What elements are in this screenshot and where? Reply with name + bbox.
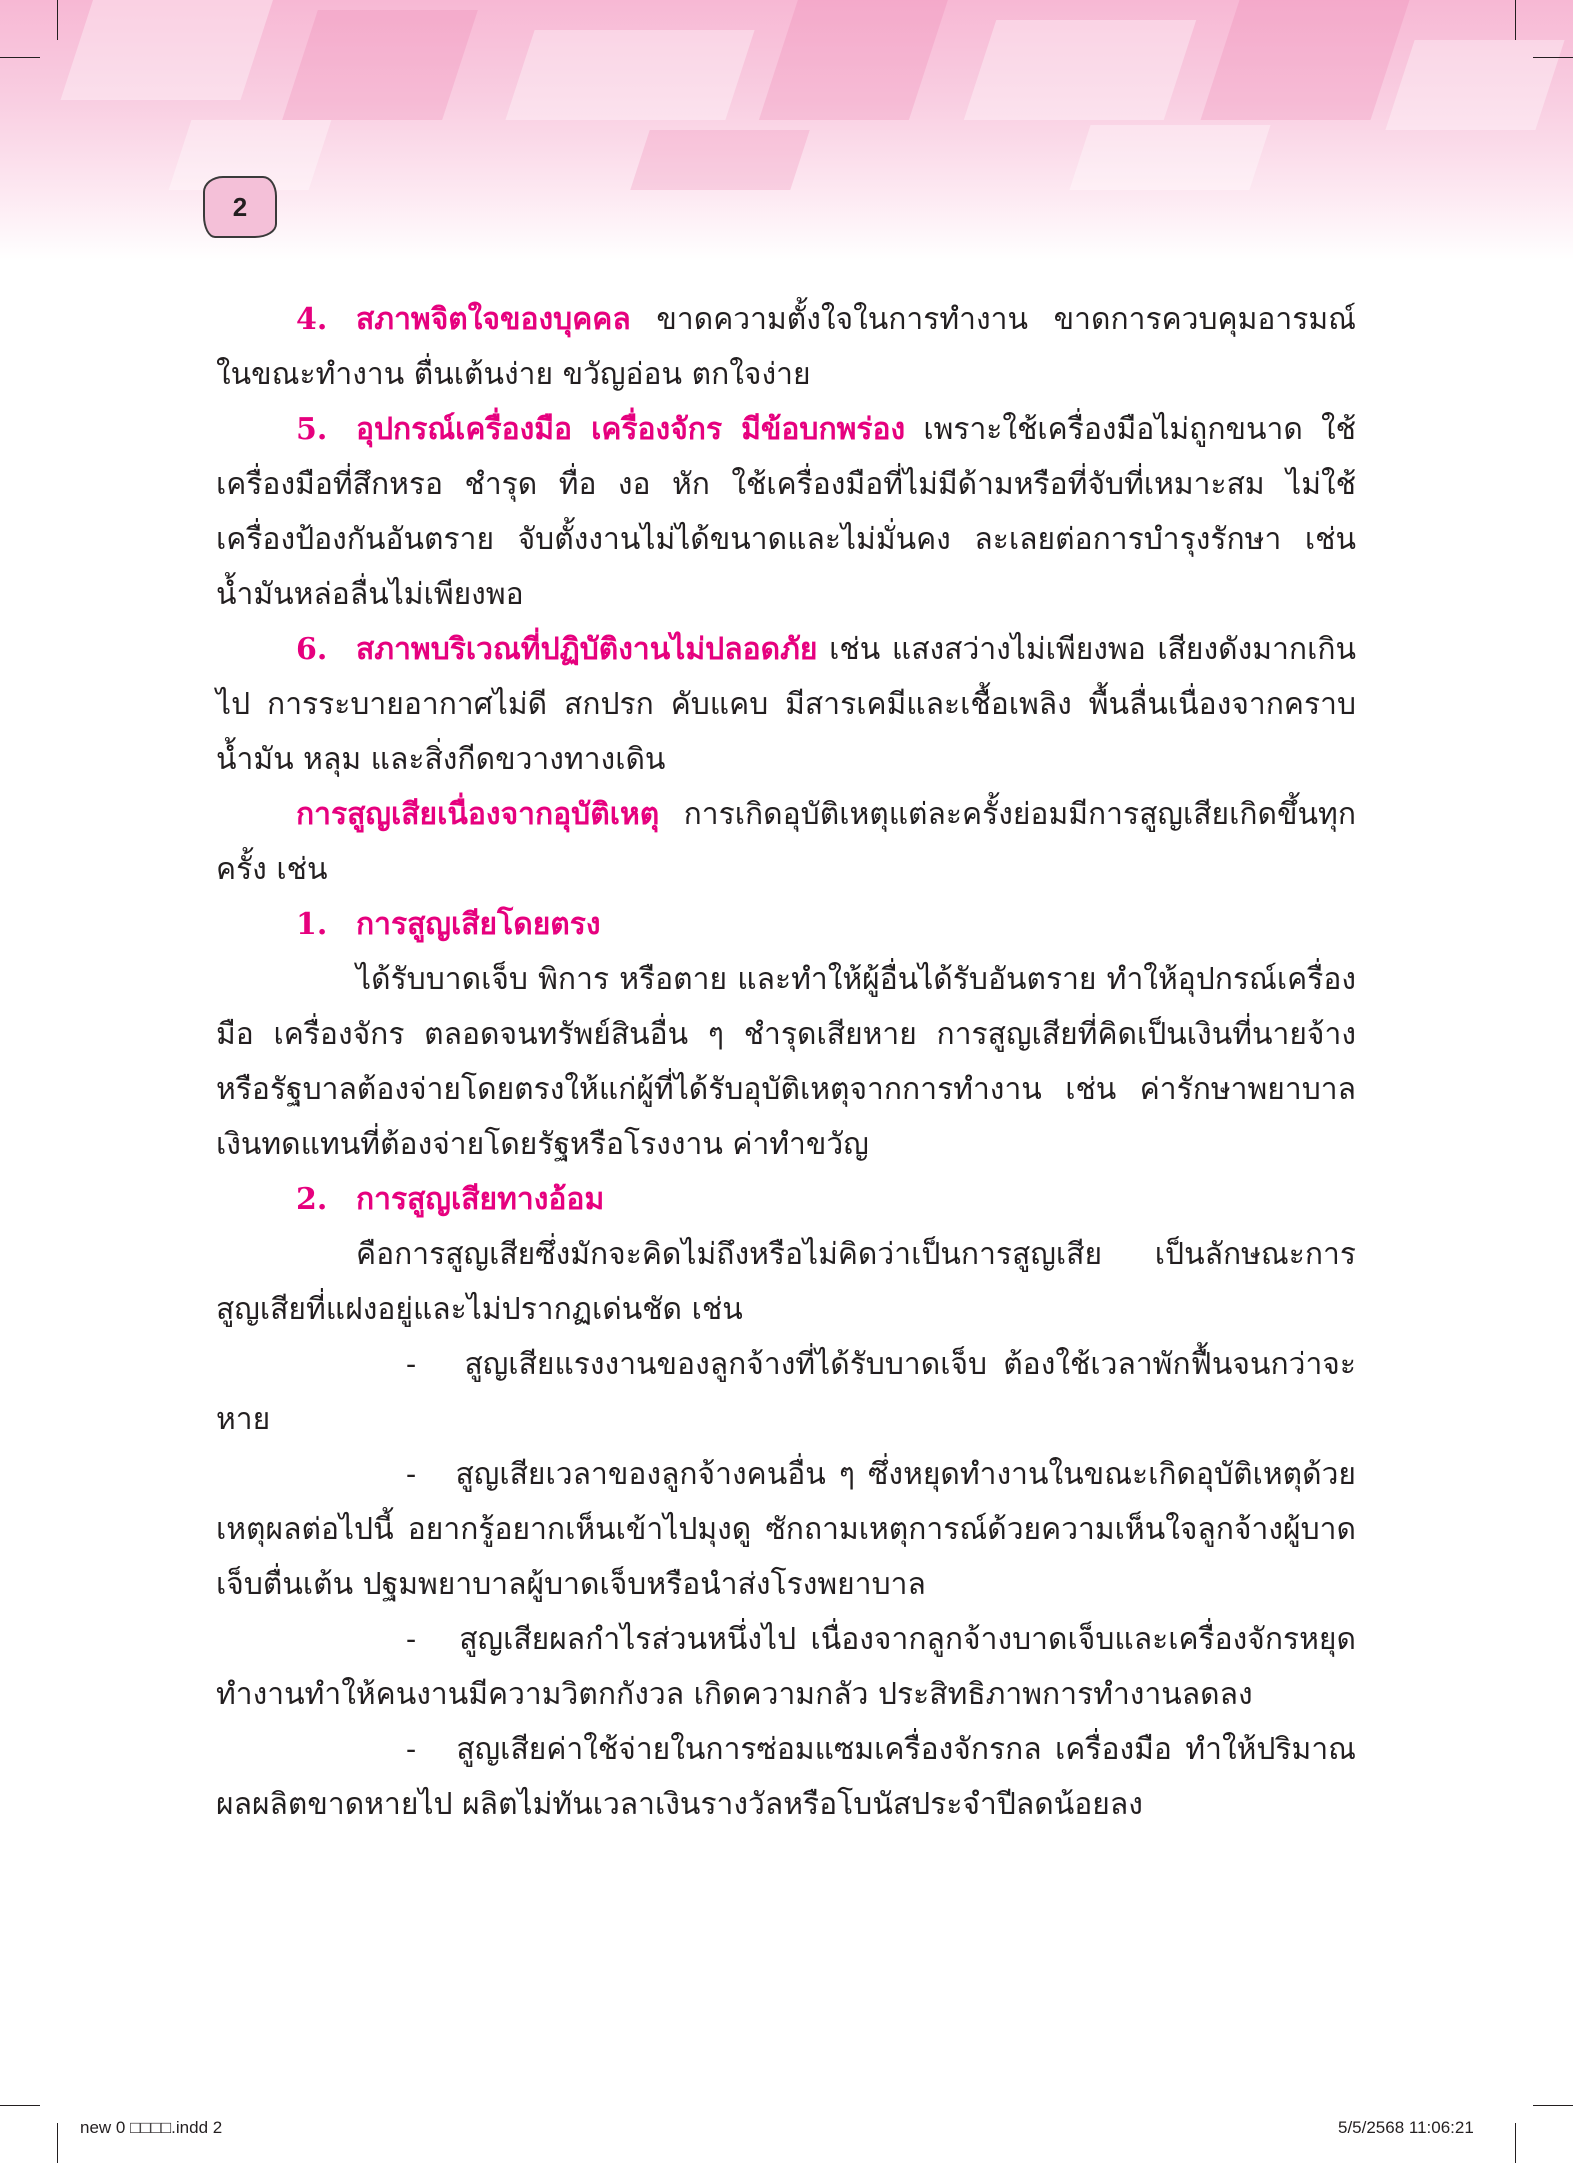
bullet-text: สูญเสียผลกำไรส่วนหนึ่งไป เนื่องจากลูกจ้างบาดเจ็บและเครื่องจักรหยุดทำงานทำให้คนงานมีความวิตกกังวล เกิดความกลัว ประสิทธิภาพการทำงานลดลง [216, 1622, 1356, 1712]
bullet-text: สูญเสียค่าใช้จ่ายในการซ่อมแซมเครื่องจักรกล เครื่องมือ ทำให้ปริมาณผลผลิตขาดหายไป ผลิตไม่ทันเวลาเงินรางวัลหรือโบนัสประจำปีลดน้อยลง [216, 1732, 1356, 1822]
indirect-loss-heading [216, 1172, 1356, 1227]
page-content [216, 292, 1356, 1832]
item-5 [216, 402, 1356, 622]
crop-mark [0, 2105, 40, 2106]
bullet-item: - สูญเสียเวลาของลูกจ้างคนอื่น ๆ ซึ่งหยุดทำงานในขณะเกิดอุบัติเหตุด้วยเหตุผลต่อไปนี้ อยากรู้อยากเห็นเข้าไปมุงดู ซักถามเหตุการณ์ด้วยความเห็นใจลูกจ้างผู้บาดเจ็บตื่นเต้น ปฐมพยาบาลผู้บาดเจ็บหรือนำส่งโรงพยาบาล [216, 1457, 1356, 1602]
indirect-loss-text: คือการสูญเสียซึ่งมักจะคิดไม่ถึงหรือไม่คิดว่าเป็นการสูญเสีย เป็นลักษณะการสูญเสียที่แฝงอยู่และไม่ปรากฏเด่นชัด เช่น [216, 1237, 1356, 1327]
bullet-text: สูญเสียแรงงานของลูกจ้างที่ได้รับบาดเจ็บ ต้องใช้เวลาพักฟื้นจนกว่าจะหาย [216, 1347, 1356, 1437]
crop-mark [0, 57, 40, 58]
loss-intro [216, 787, 1356, 897]
item-title: การสูญเสียทางอ้อม [356, 1182, 605, 1217]
direct-loss-text: ได้รับบาดเจ็บ พิการ หรือตาย และทำให้ผู้อื่นได้รับอันตราย ทำให้อุปกรณ์เครื่องมือ เครื่องจักร ตลอดจนทรัพย์สินอื่น ๆ ชำรุดเสียหาย การสูญเสียที่คิดเป็นเงินที่นายจ้างหรือรัฐบาลต้องจ่ายโดยตรงให้แก่ผู้ที่ได้รับอุบัติเหตุจากการทำงาน เช่น ค่ารักษาพยาบาล เงินทดแทนที่ต้องจ่ายโดยรัฐหรือโรงงาน ค่าทำขวัญ [216, 962, 1356, 1162]
bullet-item: - สูญเสียผลกำไรส่วนหนึ่งไป เนื่องจากลูกจ้างบาดเจ็บและเครื่องจักรหยุดทำงานทำให้คนงานมีความวิตกกังวล เกิดความกลัว ประสิทธิภาพการทำงานลดลง [216, 1622, 1356, 1712]
page-number-badge [203, 176, 277, 238]
bullet-item: - สูญเสียแรงงานของลูกจ้างที่ได้รับบาดเจ็บ ต้องใช้เวลาพักฟื้นจนกว่าจะหาย [216, 1347, 1356, 1437]
bullet-text: สูญเสียเวลาของลูกจ้างคนอื่น ๆ ซึ่งหยุดทำงานในขณะเกิดอุบัติเหตุด้วยเหตุผลต่อไปนี้ อยากรู้อยากเห็นเข้าไปมุงดู ซักถามเหตุการณ์ด้วยความเห็นใจลูกจ้างผู้บาดเจ็บตื่นเต้น ปฐมพยาบาลผู้บาดเจ็บหรือนำส่งโรงพยาบาล [216, 1457, 1356, 1602]
item-number: 6. [296, 632, 328, 667]
item-text: เพราะใช้เครื่องมือไม่ถูกขนาด ใช้เครื่องมือที่สึกหรอ ชำรุด ทื่อ งอ หัก ใช้เครื่องมือที่ไม่มีด้ามหรือที่จับที่เหมาะสม ไม่ใช้เครื่องป้องกันอันตราย จับตั้งงานไม่ได้ขนาดและไม่มั่นคง ละเลยต่อการบำรุงรักษา เช่น น้ำมันหล่อลื่นไม่เพียงพอ [216, 412, 1356, 612]
item-text: เช่น แสงสว่างไม่เพียงพอ เสียงดังมากเกินไป การระบายอากาศไม่ดี สกปรก คับแคบ มีสารเคมีและเชื้อเพลิง พื้นลื่นเนื่องจากคราบน้ำมัน หลุม และสิ่งกีดขวางทางเดิน [216, 632, 1356, 777]
crop-mark [57, 0, 58, 40]
crop-mark [1515, 0, 1516, 40]
item-title: สภาพบริเวณที่ปฏิบัติงานไม่ปลอดภัย [356, 632, 818, 667]
item-title: สภาพจิตใจของบุคคล [356, 302, 631, 337]
item-number: 4. [296, 302, 328, 337]
bullet-item: - สูญเสียค่าใช้จ่ายในการซ่อมแซมเครื่องจักรกล เครื่องมือ ทำให้ปริมาณผลผลิตขาดหายไป ผลิตไม่ทันเวลาเงินรางวัลหรือโบนัสประจำปีลดน้อยลง [216, 1732, 1356, 1822]
crop-mark [57, 2123, 58, 2163]
item-text: ขาดความตั้งใจในการทำงาน ขาดการควบคุมอารมณ์ในขณะทำงาน ตื่นเต้นง่าย ขวัญอ่อน ตกใจง่าย [216, 302, 1356, 392]
section-title: การสูญเสียเนื่องจากอุบัติเหตุ [296, 797, 660, 832]
item-6 [216, 622, 1356, 787]
page-number: 2 [232, 191, 248, 222]
item-number: 5. [296, 412, 328, 447]
section-text: การเกิดอุบัติเหตุแต่ละครั้งย่อมมีการสูญเสียเกิดขึ้นทุกครั้ง เช่น [216, 797, 1356, 887]
crop-mark [1533, 57, 1573, 58]
item-4 [216, 292, 1356, 402]
crop-mark [1515, 2123, 1516, 2163]
footer-file: new 0 □□□□.indd 2 [80, 2118, 223, 2137]
item-title: อุปกรณ์เครื่องมือ เครื่องจักร มีข้อบกพร่อง [356, 412, 906, 447]
item-number: 2. [296, 1182, 328, 1217]
item-title: การสูญเสียโดยตรง [356, 907, 601, 942]
direct-loss-heading [216, 897, 1356, 952]
footer-timestamp: 5/5/2568 11:06:21 [1338, 2118, 1474, 2137]
crop-mark [1533, 2105, 1573, 2106]
item-number: 1. [296, 907, 328, 942]
